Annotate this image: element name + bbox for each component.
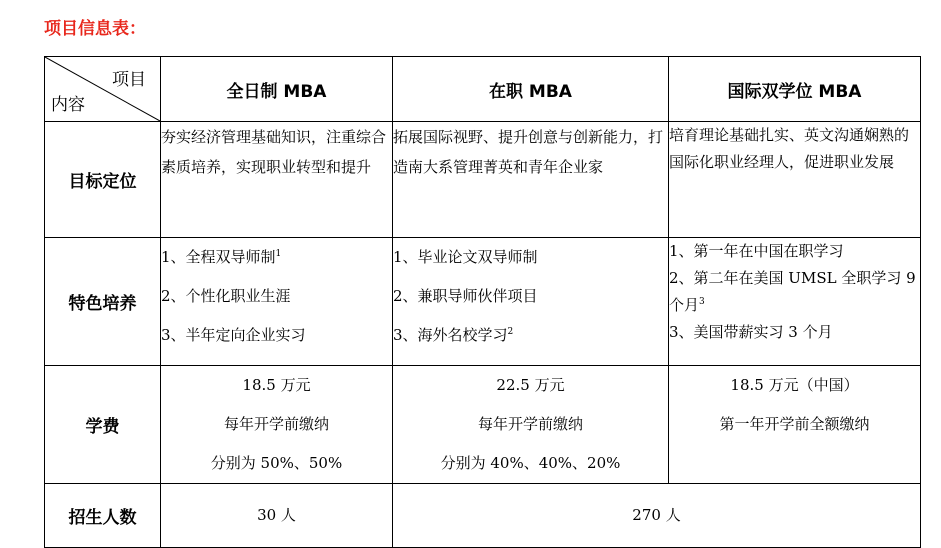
features-international: [669, 238, 921, 366]
row-header-features: 特色培养: [45, 238, 161, 366]
column-header-part-time: 在职 MBA: [393, 57, 669, 122]
tuition-amount: 18.5 万元: [242, 376, 311, 394]
goal-full-time: 夯实经济管理基础知识，注重综合素质培养，实现职业转型和提升: [161, 122, 393, 238]
column-header-full-time: 全日制 MBA: [161, 57, 393, 122]
page-title: 项目信息表：: [44, 19, 146, 39]
project-info-table: [44, 56, 921, 548]
tuition-split: 分别为 40%、40%、20%: [440, 454, 621, 472]
list-item: 2、个性化职业生涯: [161, 287, 291, 305]
tuition-amount: 18.5 万元（中国）: [730, 376, 859, 394]
tuition-payment-time: 第一年开学前全额缴纳: [719, 415, 870, 433]
corner-top-label: 项目: [112, 70, 146, 90]
enrollment-other: 270 人: [393, 484, 921, 548]
header-row: [45, 57, 921, 122]
tuition-payment-time: 每年开学前缴纳: [223, 415, 329, 433]
footnote-mark: 1: [275, 249, 282, 259]
list-item: 2、第二年在美国 UMSL 全职学习 9 个月$^3$: [669, 269, 916, 314]
list-item: 3、美国带薪实习 3 个月: [669, 323, 833, 341]
features-part-time: [393, 238, 669, 366]
corner-bottom-label: 内容: [51, 95, 85, 115]
footnote-mark: 3: [699, 297, 705, 307]
row-header-tuition: 学费: [45, 366, 161, 484]
list-item: 1、第一年在中国在职学习: [669, 242, 844, 260]
tuition-international: [669, 366, 921, 484]
footnote-mark: 2: [507, 327, 514, 337]
list-item: 2、兼职导师伙伴项目: [393, 287, 538, 305]
tuition-row: [45, 366, 921, 484]
features-full-time: [161, 238, 393, 366]
row-header-enrollment: 招生人数: [45, 484, 161, 548]
goal-row: [45, 122, 921, 238]
enrollment-row: [45, 484, 921, 548]
tuition-amount: 22.5 万元: [496, 376, 565, 394]
list-item: 3、海外名校学习$^2$: [393, 326, 514, 344]
list-item: 1、毕业论文双导师制: [393, 248, 538, 266]
list-item: 1、全程双导师制$^1$: [161, 248, 282, 266]
tuition-full-time: [161, 366, 393, 484]
tuition-split: 分别为 50%、50%: [210, 454, 343, 472]
list-item: 3、半年定向企业实习: [161, 326, 306, 344]
goal-international: 培育理论基础扎实、英文沟通娴熟的国际化职业经理人，促进职业发展: [669, 122, 921, 238]
corner-cell: [45, 57, 161, 122]
column-header-international: 国际双学位 MBA: [669, 57, 921, 122]
row-header-goal: 目标定位: [45, 122, 161, 238]
tuition-payment-time: 每年开学前缴纳: [477, 415, 583, 433]
features-row: [45, 238, 921, 366]
goal-part-time: 拓展国际视野、提升创意与创新能力，打造南大系管理菁英和青年企业家: [393, 122, 669, 238]
enrollment-full-time: 30 人: [161, 484, 393, 548]
tuition-part-time: [393, 366, 669, 484]
